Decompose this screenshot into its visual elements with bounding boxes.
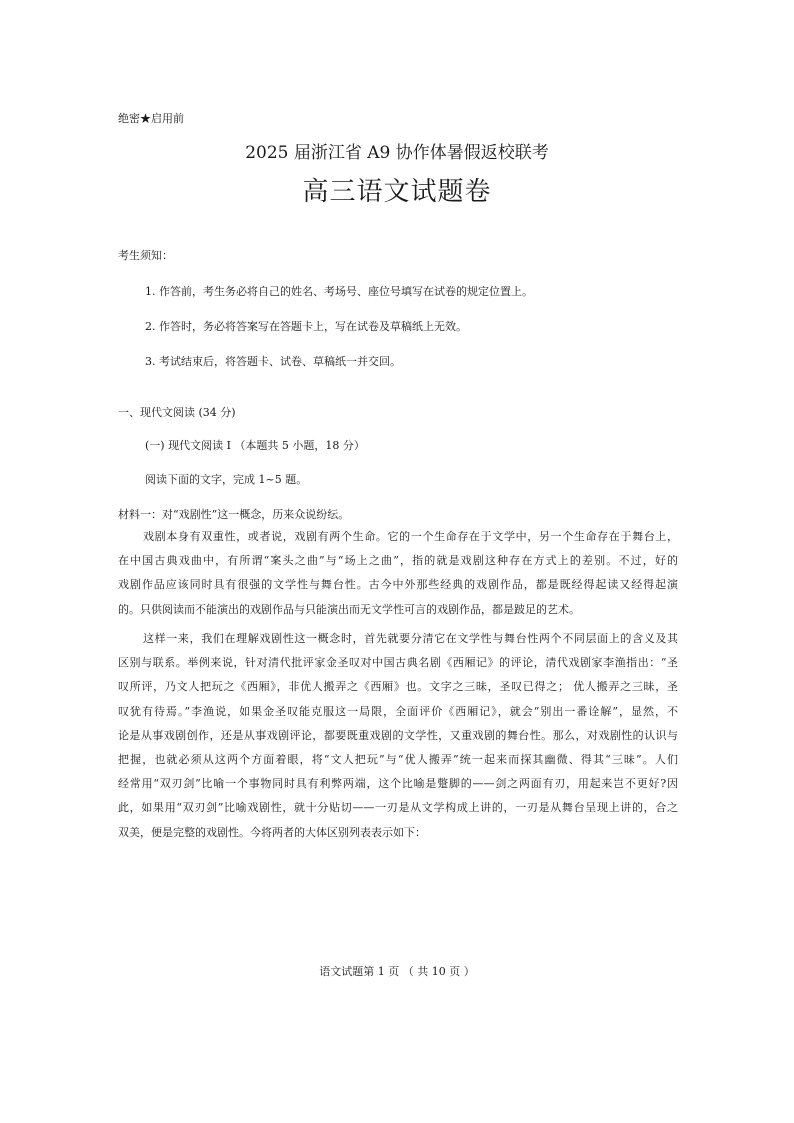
- exam-name: 2025 届浙江省 A9 协作体暑假返校联考: [245, 143, 549, 163]
- paragraph-line: 双美，便是完整的戏剧性。今将两者的大体区别列表表示如下：: [118, 825, 426, 839]
- page-footer: 语文试题第 1 页 （ 共 10 页 ）: [319, 965, 475, 978]
- confidential-mark: 绝密★启用前: [118, 112, 184, 125]
- paragraph-line: 这样一来，我们在理解戏剧性这一概念时，首先就要分清它在文学性与舞台性两个不同层面上的含义及其: [143, 632, 678, 645]
- paragraph-line: 区别与联系。举例来说，针对清代批评家金圣叹对中国古典名剧《西厢记》的评论，清代戏剧家李渔指出：“圣: [118, 656, 678, 670]
- paragraph-line: 的。只供阅读而不能演出的戏剧作品与只能演出而无文学性可言的戏剧作品，都是跛足的艺术。: [118, 602, 580, 616]
- paragraph-line: 经常用“双刃剑”比喻一个事物同时具有利弊两端，这个比喻是蹩脚的——剑之两面有刃，用起来岂不更好?因: [118, 777, 678, 791]
- notice-item: 1. 作答前，考生务必将自己的姓名、考场号、座位号填写在试卷的规定位置上。: [145, 285, 533, 298]
- paragraph-line: 戏剧本身有双重性，或者说，戏剧有两个生命。它的一个生命存在于文学中，另一个生命存在于舞台上，: [143, 530, 678, 543]
- section-subtitle: (一) 现代文阅读 I （本题共 5 小题，18 分）: [145, 439, 365, 452]
- material-title: 材料一：对“戏剧性”这一概念，历来众说纷纭。: [118, 508, 350, 521]
- body-paragraph-1: [118, 525, 678, 622]
- paragraph-line: 叹所评，乃文人把玩之《西厢》，非优人搬弄之《西厢》也。文字之三昧，圣叹已得之； 优人搬弄之三昧，圣: [118, 680, 678, 694]
- paragraph-line: 把握，也就必须从这两个方面着眼，将“文人把玩”与“优人搬弄”统一起来而探其幽微、得其“三昧”。人们: [118, 753, 678, 767]
- reading-instruction: 阅读下面的文字，完成 1~5 题。: [145, 473, 308, 486]
- paragraph-line: 在中国古典戏曲中，有所谓“案头之曲”与“场上之曲”，指的就是戏剧这种存在方式上的差别。不过，好的: [118, 554, 678, 568]
- paper-title: 高三语文试题卷: [302, 177, 492, 207]
- section-title: 一、现代文阅读 (34 分): [118, 406, 236, 419]
- paragraph-line: 戏剧作品应该同时具有很强的文学性与舞台性。古今中外那些经典的戏剧作品，都是既经得起读又经得起演: [118, 578, 678, 592]
- body-paragraph-2: [118, 627, 678, 845]
- notice-item: 3. 考试结束后，将答题卡、试卷、草稿纸一并交回。: [145, 355, 401, 368]
- paragraph-line: 此，如果用“双刃剑”比喻戏剧性，就十分贴切——一刃是从文学构成上讲的，一刃是从舞台呈现上讲的，合之: [118, 801, 678, 815]
- paragraph-line: 叹犹有待焉。”李渔说，如果金圣叹能克服这一局限，全面评价《西厢记》，就会“别出一番诠解”，显然，不: [118, 704, 678, 718]
- notice-item: 2. 作答时，务必将答案写在答题卡上，写在试卷及草稿纸上无效。: [145, 320, 467, 333]
- paragraph-line: 论是从事戏剧创作，还是从事戏剧评论，都要既重戏剧的文学性，又重戏剧的舞台性。那么，对戏剧性的认识与: [118, 728, 678, 742]
- notice-heading: 考生须知：: [118, 249, 173, 262]
